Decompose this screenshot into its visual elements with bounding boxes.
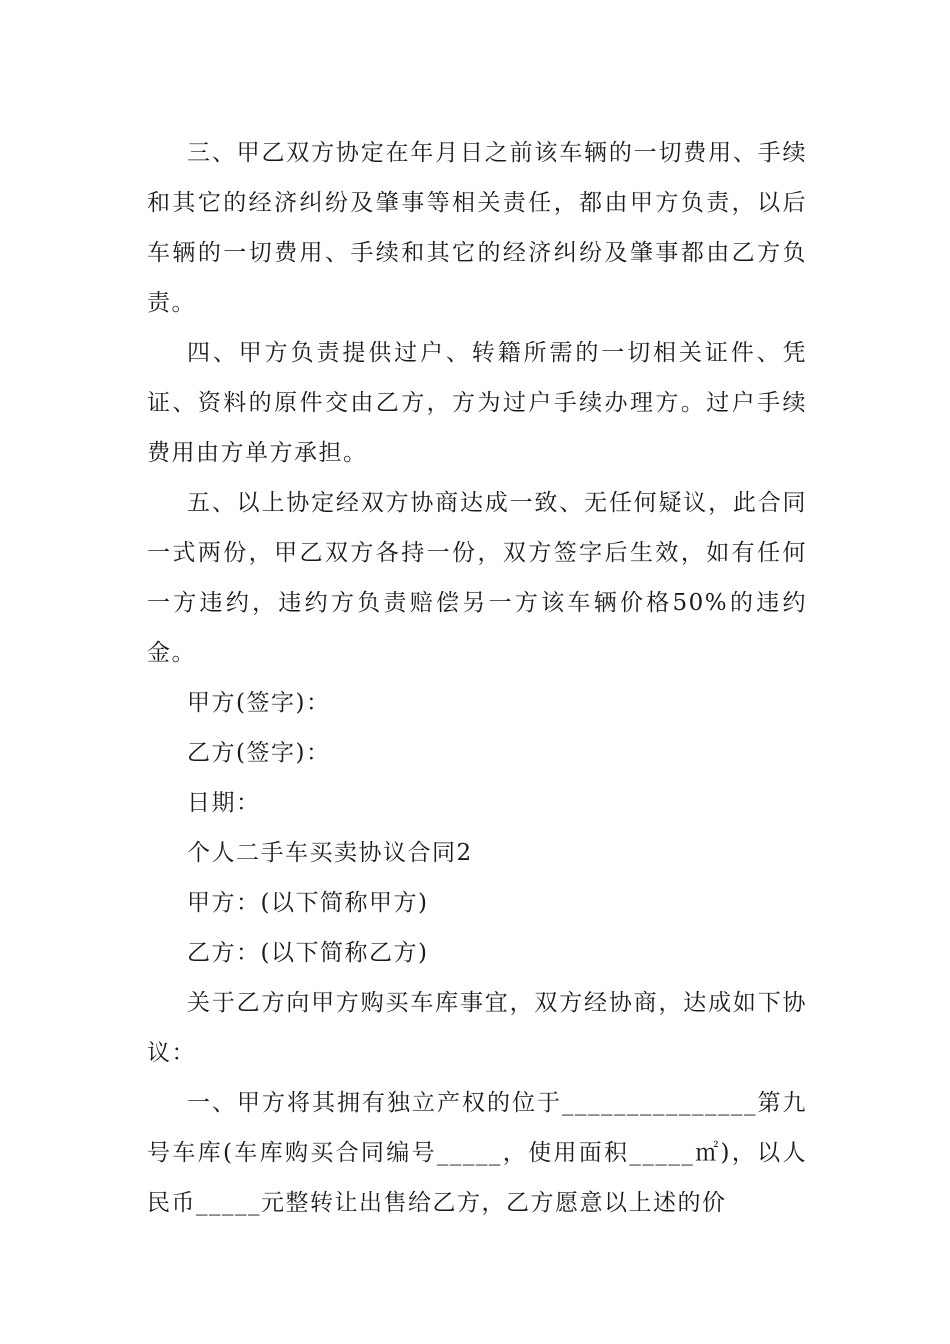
signature-party-a: 甲方(签字)：	[187, 690, 331, 716]
second-contract-title: 个人二手车买卖协议合同2	[187, 840, 473, 866]
party-b-line: 乙方：(以下简称乙方)	[187, 940, 429, 966]
date-label: 日期：	[187, 790, 261, 816]
signature-party-b: 乙方(签字)：	[187, 740, 331, 766]
intro-paragraph: 关于乙方向甲方购买车库事宜，双方经协商，达成如下协议：	[147, 990, 807, 1066]
clause-four-paragraph: 四、甲方负责提供过户、转籍所需的一切相关证件、凭证、资料的原件交由乙方，方为过户手续办理方。过户手续费用由方单方承担。	[147, 340, 807, 466]
clause-five-paragraph: 五、以上协定经双方协商达成一致、无任何疑议，此合同一式两份，甲乙双方各持一份，双方签字后生效，如有任何一方违约，违约方负责赔偿另一方该车辆价格50%的违约金。	[147, 490, 807, 666]
document-page	[147, 128, 807, 1228]
party-a-line: 甲方：(以下简称甲方)	[187, 890, 429, 916]
clause-one-paragraph: 一、甲方将其拥有独立产权的位于_______________第九号车库(车库购买合同编号_____，使用面积_____㎡)，以人民币_____元整转让出售给乙方，乙方愿意以上述的价	[147, 1090, 807, 1216]
clause-three-paragraph: 三、甲乙双方协定在年月日之前该车辆的一切费用、手续和其它的经济纠纷及肇事等相关责任，都由甲方负责，以后车辆的一切费用、手续和其它的经济纠纷及肇事都由乙方负责。	[147, 140, 807, 316]
